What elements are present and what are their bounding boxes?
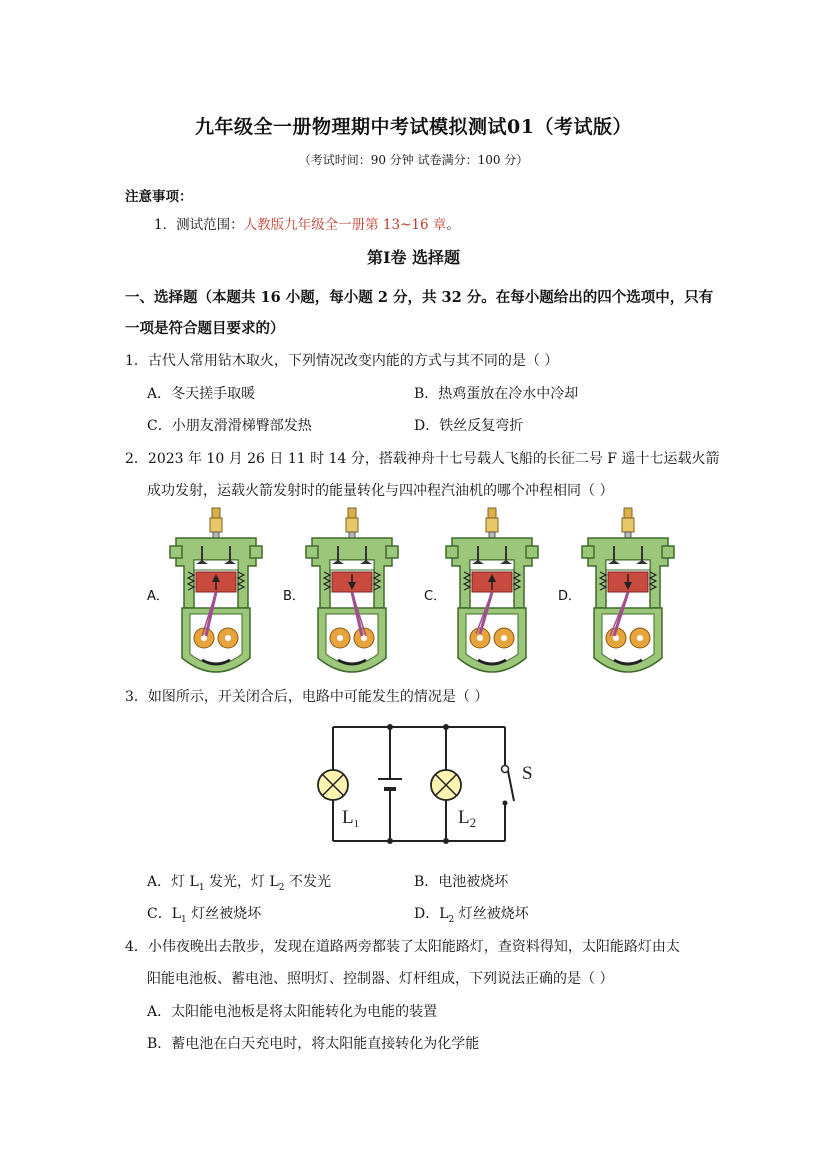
section-instructions-line1: 一、选择题（本题共 16 小题，每小题 2 分，共 32 分。在每小题给出的四个选项中，只有 bbox=[125, 289, 714, 306]
note-suffix: 。 bbox=[446, 217, 460, 233]
question-2-stem-line2: 成功发射，运载火箭发射时的能量转化与四冲程汽油机的哪个冲程相同（ ） bbox=[147, 483, 614, 499]
engine-diagram-c bbox=[446, 508, 538, 672]
circuit-diagram bbox=[300, 715, 560, 850]
switch-label: S bbox=[522, 763, 533, 784]
q1-option-d: D．铁丝反复弯折 bbox=[414, 418, 524, 434]
engine-diagram-d bbox=[582, 508, 674, 672]
question-2-stem-line1: 2．2023 年 10 月 26 日 11 时 14 分，搭载神舟十七号载人飞船的长征二号 F 遥十七运载火箭 bbox=[125, 451, 720, 467]
q3-option-a: A．灯 $L_1$ 发光，灯 $L_2$ 不发光 bbox=[147, 874, 331, 893]
q3-option-d: D．$L_2$ 灯丝被烧坏 bbox=[414, 906, 529, 925]
engine-label-b: B． bbox=[283, 589, 305, 604]
lamp-l2 bbox=[431, 770, 461, 800]
q3-option-b: B．电池被烧坏 bbox=[414, 874, 509, 890]
engine-diagram-a bbox=[170, 508, 262, 672]
q1-option-a: A．冬天搓手取暖 bbox=[147, 386, 256, 402]
note-prefix: 1．测试范围： bbox=[154, 217, 244, 233]
section-title: 第Ⅰ卷 选择题 bbox=[366, 248, 461, 267]
lamp-l1 bbox=[318, 770, 348, 800]
q1-option-c: C．小朋友滑滑梯臀部发热 bbox=[147, 418, 312, 434]
q4-option-b: B．蓄电池在白天充电时，将太阳能直接转化为化学能 bbox=[147, 1036, 480, 1052]
question-1-stem: 1．古代人常用钻木取火，下列情况改变内能的方式与其不同的是（ ） bbox=[125, 353, 559, 369]
engine-label-a: A． bbox=[147, 589, 169, 604]
question-4-stem-line1: 4．小伟夜晚出去散步，发现在道路两旁都装了太阳能路灯，查资料得知，太阳能路灯由太 bbox=[125, 939, 680, 955]
page-title: 九年级全一册物理期中考试模拟测试01（考试版） bbox=[195, 116, 632, 138]
lamp1-label: $L_1$ bbox=[342, 807, 360, 830]
question-3-stem: 3．如图所示，开关闭合后，电路中可能发生的情况是（ ） bbox=[125, 689, 489, 705]
engine-diagram-b bbox=[306, 508, 398, 672]
engine-label-d: D． bbox=[558, 589, 582, 604]
notes-heading: 注意事项： bbox=[125, 189, 193, 205]
question-4-stem-line2: 阳能电池板、蓄电池、照明灯、控制器、灯杆组成，下列说法正确的是（ ） bbox=[147, 971, 614, 987]
q1-option-b: B．热鸡蛋放在冷水中冷却 bbox=[414, 386, 579, 402]
q4-option-a: A．太阳能电池板是将太阳能转化为电能的装置 bbox=[147, 1004, 438, 1020]
switch-s bbox=[502, 766, 515, 806]
q3-option-c: C．$L_1$ 灯丝被烧坏 bbox=[147, 906, 262, 925]
engine-label-c: C． bbox=[424, 589, 447, 604]
section-instructions-line2: 一项是符合题目要求的） bbox=[125, 320, 285, 337]
note-scope: 人教版九年级全一册第 13~16 章 bbox=[243, 217, 447, 233]
lamp2-label: $L_2$ bbox=[458, 807, 477, 830]
exam-info: （考试时间：90 分钟 试卷满分：100 分） bbox=[298, 153, 529, 167]
